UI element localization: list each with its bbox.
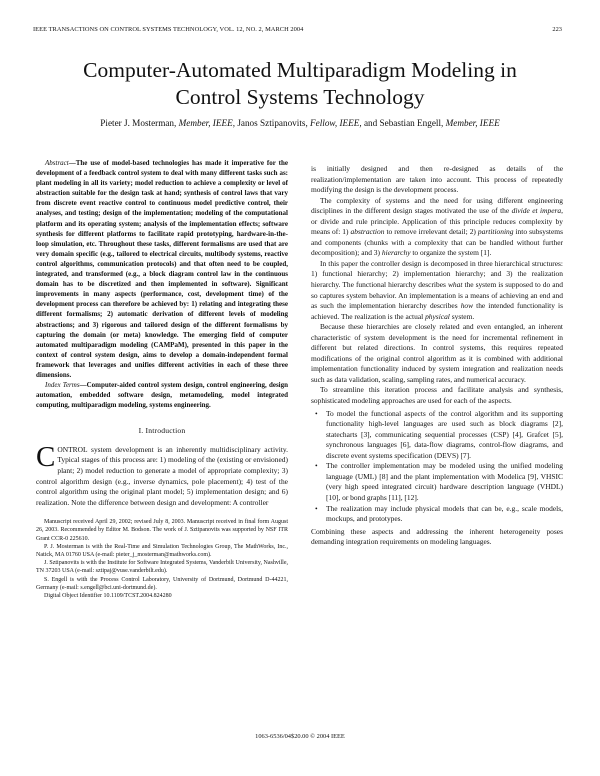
p2-text-b: , or divide and rule principle. Application of this principle reduces complexity by means of: 1) [311, 206, 563, 237]
author-2-role: Fellow, IEEE, [310, 118, 362, 128]
p2-italic-4: hierarchy [381, 248, 411, 258]
running-header: IEEE TRANSACTIONS ON CONTROL SYSTEMS TECHNOLOGY, VOL. 12, NO. 2, MARCH 2004 [33, 26, 304, 33]
bullet-text: The controller implementation may be modeled using the unified modeling language (UML) [8] and the plant implementation with Modelica [9], VHSIC (very high speed integrated circuit) hardware description language (VHDL) [10], or bond graphs [11], [12]. [326, 461, 563, 502]
p2-italic-1: divide et impera [511, 206, 562, 216]
p2-italic-3: partitioning [477, 227, 514, 237]
p2-text-a: The complexity of systems and the need for using different engineering disciplines in the different design stages motivated the use of the [311, 195, 563, 216]
p3-text-b: the system is supposed to do and so captures system behavior. An implementation is a means of achieving an end and as such the implementation hierarchy describes [311, 280, 563, 311]
bullet-text: To model the functional aspects of the control algorithm and its supporting functionality high-level languages are used such as block diagrams [2], statecharts [3], communicating sequential processes (CSP) [4], Grafcet [5], synchronous languages [6], data-flow diagrams, control-flow diagrams, and discrete event systems specification (DEVS) [7]. [326, 408, 563, 460]
drop-cap: C [36, 440, 56, 473]
p3-text-a: In this paper the controller design is decomposed in three hierarchical structures: 1) functional hierarchy; 2) implementation hierarchy; and 3) the realization hierarchy. The functional hierarchy describes [311, 258, 563, 290]
abstract [36, 158, 288, 380]
p2-text-e: to organize the system [1]. [410, 248, 492, 258]
section-title: I. Introduction [138, 426, 186, 436]
footnote-mosterman: P. J. Mosterman is with the Real-Time and Simulation Technologies Group, The MathWorks, Inc., Natick, MA 01760 USA (e-mail: pieter_j_mosterman@mathworks.com). [36, 543, 288, 558]
author-3-role: Member, IEEE [445, 118, 500, 128]
author-1: Pieter J. Mosterman, [100, 118, 177, 128]
right-paragraph-2 [311, 196, 563, 259]
author-line [20, 118, 580, 128]
abstract-text: —The use of model-based technologies has made it imperative for the development of a feedback control system to deal with many different tasks such as: plant modeling in all its variety; model reduction to achieve a complexity or level of abstraction suitable for the design task at hand; synthesis of control laws that vary from discrete event reactive control to continuous model predictive control, their analyses, and testing; design of the implementation; modeling of the computational platform and its operating system; analysis of the implementation effects; software synthesis for different platforms to facilitate rapid prototyping, hardware-in-the-loop simulation, etc. Throughout these tasks, different formalisms are used that are very domain specific (e.g., tailored to electrical circuits, multibody systems, reactive control algorithms, communication protocols) and that often need to be coupled, integrated, and transformed (e.g., a block diagram control law in the continuous domain has to be discretized and then implemented in software). Significant improvements in many aspects (performance, cost, development time) of the development process can therefore be achieved by: 1) relating and integrating these different formalisms; 2) automatic derivation of different levels of modeling abstractions; and 3) rigorous and tailored design of the different formalisms by capturing the domain (or meta) knowledge. The emerging field of computer automated multiparadigm modeling (CAMPaM), presented in this paper in the context of control system design, aims to develop a domain-independent formal framework that leverages and unifies different activities in each of these three dimensions. [36, 159, 288, 379]
bullet-list [311, 409, 563, 525]
left-column [36, 158, 288, 600]
title-line-2: Control Systems Technology [175, 85, 425, 109]
index-terms-text: —Computer-aided control system design, control engineering, design automation, embedded software design, metamodeling, model integrated computing, multiparadigm modeling, systems engineering. [36, 381, 289, 410]
intro-paragraph [36, 440, 288, 508]
footnotes [36, 518, 288, 600]
footnote-engell: S. Engell is with the Process Control Laboratory, University of Dortmund, Dortmund D-44221, Germany (e-mail: s.engell@bci.uni-dortmund.de). [36, 576, 288, 591]
bullet-icon: • [315, 461, 318, 471]
right-column [311, 164, 563, 548]
abstract-label: Abstract [45, 159, 69, 167]
paper-title [20, 57, 580, 111]
footnote-received: Manuscript received April 29, 2002; revised July 8, 2003. Manuscript received in final form August 26, 2003. Recommended by Editor M. Bodson. The work of J. Sztipanovits was supported by NSF ITR Grant CCR-0 225610. [36, 519, 288, 542]
bullet-icon: • [315, 408, 318, 418]
right-paragraph-1: is initially designed and then re-designed as details of the realization/implementation are taken into account. This process of repeatedly modifying the design is the development process. [311, 164, 563, 195]
footnote-doi: Digital Object Identifier 10.1109/TCST.2004.824280 [44, 593, 172, 599]
title-line-1: Computer-Automated Multiparadigm Modeling in [83, 58, 517, 82]
p3-text-d: system. [449, 311, 475, 321]
p2-text-c: to remove irrelevant detail; 2) [384, 227, 478, 237]
author-2: Janos Sztipanovits, [237, 118, 308, 128]
right-paragraph-3 [311, 259, 563, 322]
bullet-icon: • [315, 503, 318, 513]
p3-italic-3: physical [425, 311, 450, 321]
list-item [311, 409, 563, 462]
bullet-text: The realization may include physical models that can be, e.g., scale models, mockups, and prototypes. [326, 503, 563, 524]
intro-text: system development is an inherently multidisciplinary activity. Typical stages of this process are: 1) modeling of the (existing or envisioned) plant; 2) model reduction to generate a model of appropriate complexity; 3) control algorithm design (e.g., inverse dynamics, pole placement); 4) test of the control algorithm using the original plant model; 5) implementation design; and 6) realization. Note the difference between design and development: A controller [36, 444, 288, 507]
author-3: and Sebastian Engell, [363, 118, 444, 128]
copyright-line: 1063-6536/04$20.00 © 2004 IEEE [255, 733, 345, 740]
p3-italic-1: what [447, 280, 463, 290]
p2-italic-2: abstraction [350, 227, 385, 237]
p3-text-c: the intended functionality is achieved. The realization is the actual [311, 301, 563, 321]
right-paragraph-4: Because these hierarchies are closely related and even entangled, an inherent characteristic of system development is the need for incremental refinement in different but related directions. In control systems, this requires repeated modifications of the original control algorithm as it is combined with additional implementation functionality induced by system integration and realization needs such as data validation, scaling, sampling rates, and numerical accuracy. [311, 322, 563, 384]
right-paragraph-5: To streamline this iteration process and facilitate analysis and synthesis, sophisticated modeling approaches are used for each of the aspects. [311, 385, 563, 406]
p3-italic-2: how [460, 301, 474, 311]
list-item [311, 461, 563, 503]
index-terms [36, 380, 288, 410]
right-paragraph-6: Combining these aspects and addressing the inherent heterogeneity poses demanding integration requirements on modeling languages. [311, 526, 563, 547]
list-item [311, 504, 563, 525]
p2-text-d: into subsystems and components (chunks with a complexity that can be handled without further decomposition); and 3) [311, 227, 563, 258]
author-1-role: Member, IEEE, [178, 118, 236, 128]
index-terms-label: Index Terms [45, 381, 80, 390]
intro-first-word: ONTROL [57, 444, 88, 454]
page-number: 223 [552, 26, 562, 33]
footnote-sztipanovits: J. Sztipanovits is with the Institute for Software Integrated Systems, Vanderbilt University, Nashville, TN 37203 USA (e-mail: sztipaj@vuse.vanderbilt.edu). [36, 560, 288, 575]
